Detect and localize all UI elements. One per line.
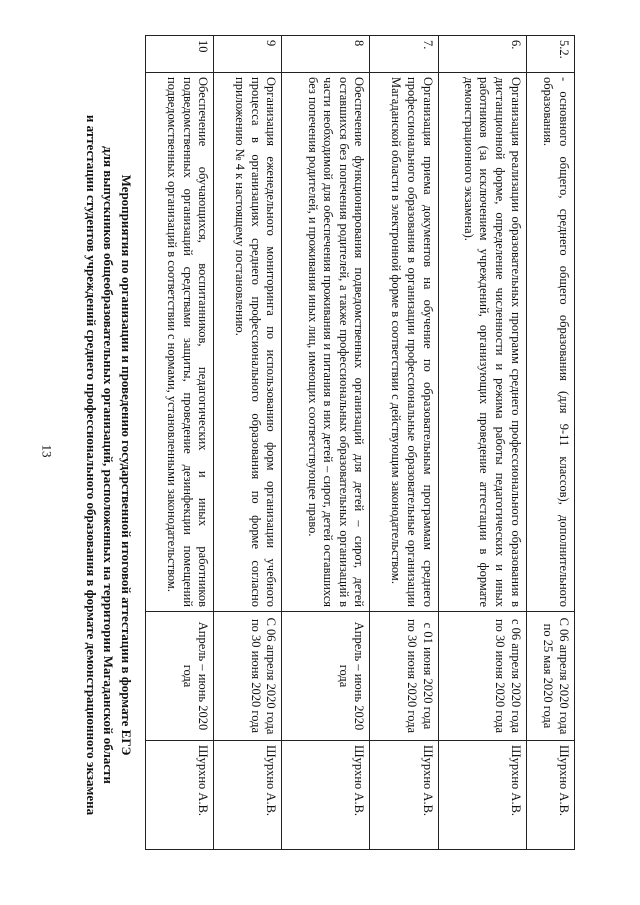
row-period: с 06 апреля 2020 года по 30 июня 2020 года [438, 612, 526, 741]
row-description: Организация приема документов на обучение по образовательным программам среднего профессионального образования в организации профессиональные образовательные организации Магаданской области в электронной форме в соответствии с действующим законодательством. [370, 73, 438, 612]
row-period: Апрель – июнь 2020 года [282, 612, 370, 741]
landscape-content [55, 35, 575, 895]
row-description: Обеспечение обучающихся, воспитанников, педагогических и иных работников подведомственных организаций средствами защиты, проведение дезинфекции помещений подведомственных организаций в соответствии с нормами, установленными законодательством. [146, 73, 214, 612]
page-number: 13 [39, 444, 55, 458]
row-number: 8 [282, 36, 370, 73]
row-number: 7. [370, 36, 438, 73]
row-responsible: Шурхно А.В. [526, 741, 574, 850]
section-heading-line: для выпускников общеобразовательных организаций, расположенных на территории Магаданской области [101, 146, 117, 784]
table-row [526, 36, 574, 850]
row-description: Обеспечение функционирования подведомственных организаций для детей – сирот, детей оставшихся без попечения родителей, а также профессиональных образовательных организаций в части необходимой для обеспечения проживания и питания в них детей – сирот, детей оставшихся без попечения родителей, и проживания иных лиц, имеющих соответствующее право. [282, 73, 370, 612]
table-row [282, 36, 370, 850]
row-period: Апрель – июнь 2020 года [146, 612, 214, 741]
row-responsible: Шурхно А.В. [370, 741, 438, 850]
table-row [438, 36, 526, 850]
measures-table-body [146, 36, 575, 850]
table-row [214, 36, 282, 850]
section-heading-line: Мероприятия по организации и проведению государственной итоговой аттестации в формате ЕГЭ [119, 174, 134, 756]
section-heading [82, 35, 135, 895]
row-responsible: Шурхно А.В. [146, 741, 214, 850]
row-description: - основного общего, среднего общего образования (для 9-11 классов), дополнительного образования. [526, 73, 574, 612]
row-number: 5.2. [526, 36, 574, 73]
row-description: Организация еженедельного мониторинга по использованию форм организации учебного процесса в организациях среднего профессионального образования по форме согласно приложению № 4 к настоящему постановлению. [214, 73, 282, 612]
row-number: 10 [146, 36, 214, 73]
row-responsible: Шурхно А.В. [282, 741, 370, 850]
row-period: с 01 июня 2020 года по 30 июня 2020 года [370, 612, 438, 741]
row-responsible: Шурхно А.В. [438, 741, 526, 850]
row-period: С 06 апреля 2020 года по 25 мая 2020 года [526, 612, 574, 741]
row-number: 9 [214, 36, 282, 73]
section-heading-line: и аттестации студентов учреждений среднего профессионального образования в формате демонстрационного экзамена [83, 114, 99, 816]
table-row [146, 36, 214, 850]
row-description: Организация реализации образовательных программ среднего профессионального образования в дистанционной форме, определение численности и режима работы педагогических и иных работников (за исключением учреждений, организующих проведение аттестации в формате демонстрационного экзамена). [438, 73, 526, 612]
row-responsible: Шурхно А.В. [214, 741, 282, 850]
row-period: С 06 апреля 2020 года по 30 июня 2020 года [214, 612, 282, 741]
table-row [370, 36, 438, 850]
measures-table [145, 35, 575, 850]
row-number: 6. [438, 36, 526, 73]
